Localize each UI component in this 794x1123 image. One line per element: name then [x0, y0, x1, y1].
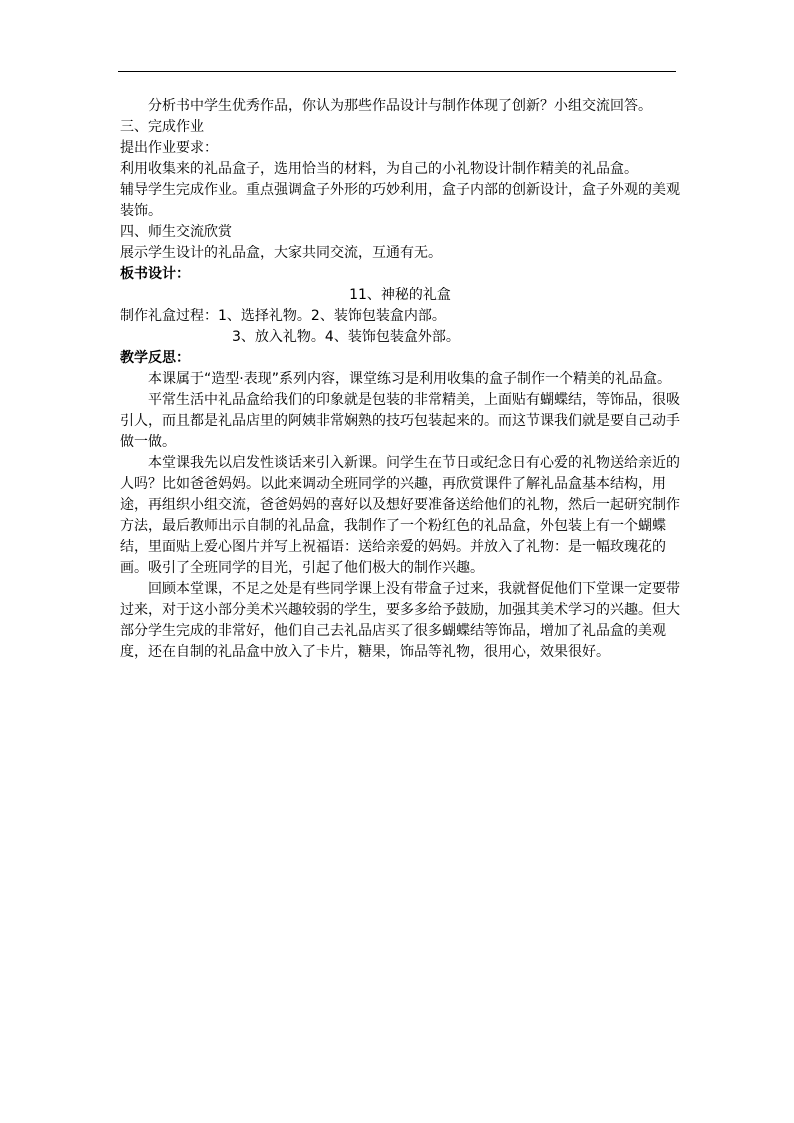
section-4-heading: 四、师生交流欣赏	[120, 224, 232, 240]
reflection-paragraph: 本课属于“造型·表现”系列内容，课堂练习是利用收集的盒子制作一个精美的礼品盒。	[148, 371, 671, 387]
section-3-heading: 三、完成作业	[120, 119, 204, 135]
board-title: 11、神秘的礼盒	[349, 287, 451, 303]
requirements-label: 提出作业要求：	[120, 140, 218, 156]
requirement-text: 利用收集来的礼品盒子，选用恰当的材料，为自己的小礼物设计制作精美的礼品盒。	[120, 161, 638, 177]
reflection-heading: 教学反思：	[120, 350, 190, 366]
reflection-paragraph: 回顾本堂课，不足之处是有些同学课上没有带盒子过来，我就督促他们下堂课一定要带过来，对于这小部分美术兴趣较弱的学生，要多多给予鼓励，加强其美术学习的兴趣。但大部分学生完成的非常好，他们自己去礼品店买了很多蝴蝶结等饰品，增加了礼品盒的美观度，还在自制的礼品盒中放入了卡片，糖果，饰品等礼物，很用心，效果很好。	[120, 581, 680, 660]
board-design-heading: 板书设计：	[120, 266, 190, 282]
analyze-paragraph: 分析书中学生优秀作品，你认为那些作品设计与制作体现了创新？小组交流回答。	[148, 98, 652, 114]
process-line-2: 3、放入礼物。4、装饰包装盒外部。	[232, 329, 460, 345]
process-line-1: 制作礼盒过程：1、选择礼物。2、装饰包装盒内部。	[120, 308, 446, 324]
reflection-paragraph: 平常生活中礼品盒给我们的印象就是包装的非常精美，上面贴有蝴蝶结，等饰品，很吸引人，而且都是礼品店里的阿姨非常娴熟的技巧包装起来的。而这节课我们就是要自己动手做一做。	[120, 392, 680, 450]
document-body	[120, 96, 680, 663]
header-rule	[118, 71, 676, 72]
reflection-paragraph: 本堂课我先以启发性谈话来引入新课。问学生在节日或纪念日有心爱的礼物送给亲近的人吗？比如爸爸妈妈。以此来调动全班同学的兴趣，再欣赏课件了解礼品盒基本结构，用途，再组织小组交流，爸爸妈妈的喜好以及想好要准备送给他们的礼物，然后一起研究制作方法，最后教师出示自制的礼品盒，我制作了一个粉红色的礼品盒，外包装上有一个蝴蝶结，里面贴上爱心图片并写上祝福语：送给亲爱的妈妈。并放入了礼物：是一幅玫瑰花的画。吸引了全班同学的目光，引起了他们极大的制作兴趣。	[120, 455, 680, 576]
guidance-text: 辅导学生完成作业。重点强调盒子外形的巧妙利用，盒子内部的创新设计，盒子外观的美观装饰。	[120, 182, 680, 219]
showcase-text: 展示学生设计的礼品盒，大家共同交流，互通有无。	[120, 245, 442, 261]
